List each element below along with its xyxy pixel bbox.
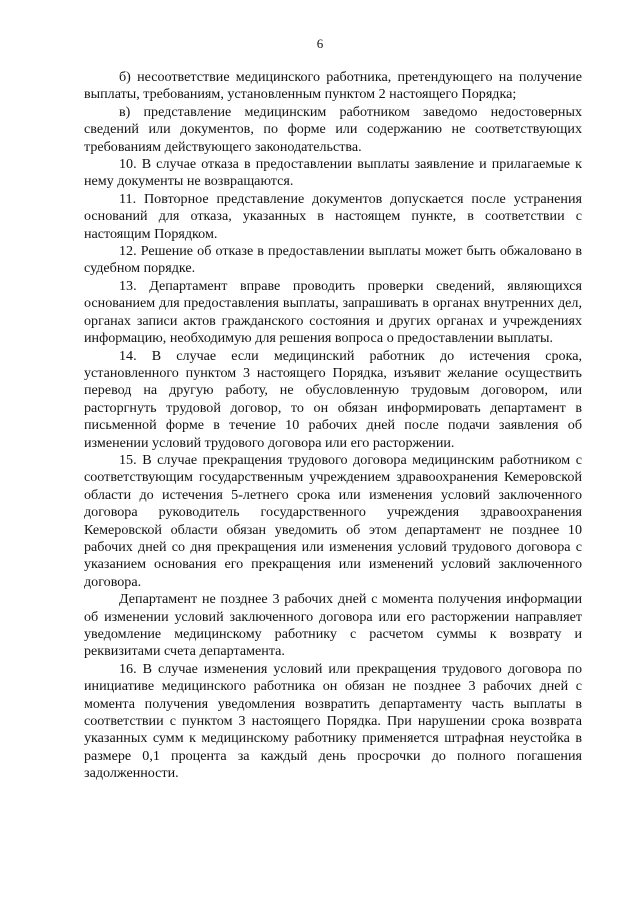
paragraph-11: 11. Повторное представление документов допускается после устранения оснований для отказа, указанных в настоящем пункте, в соответствии с настоящим Порядком. [84, 190, 582, 242]
paragraph-9b: б) несоответствие медицинского работника, претендующего на получение выплаты, требованиям, установленным пунктом 2 настоящего Порядка; [84, 69, 582, 103]
paragraph-9v: в) представление медицинским работником заведомо недостоверных сведений или документов, по форме или содержанию не соответствующих требованиям действующего законодательства. [84, 103, 582, 155]
page-number: 6 [316, 36, 324, 51]
document-body [84, 69, 582, 783]
paragraph-15-continued: Департамент не позднее 3 рабочих дней с момента получения информации об изменении условий заключенного договора или его расторжении направляет уведомление медицинскому работнику с расчетом суммы к возврату и реквизитами счета департамента. [84, 591, 582, 660]
paragraph-16: 16. В случае изменения условий или прекращения трудового договора по инициативе медицинского работника он обязан не позднее 3 рабочих дней с момента получения уведомления возвратить департаменту часть выплаты в соответствии с пунктом 3 настоящего Порядка. При нарушении срока возврата указанных сумм к медицинскому работнику применяется штрафная неустойка в размере 0,1 процента за каждый день просрочки до полного погашения задолженности. [84, 660, 582, 782]
paragraph-15: 15. В случае прекращения трудового договора медицинским работником с соответствующим государственным учреждением здравоохранения Кемеровской области до истечения 5-летнего срока или изменения условий заключенного договора руководитель государственного учреждения здравоохранения Кемеровской области обязан уведомить об этом департамент не позднее 10 рабочих дней со дня прекращения или изменения условий трудового договора с указанием основания его прекращения или изменений условий заключенного договора. [84, 451, 582, 590]
paragraph-14: 14. В случае если медицинский работник до истечения срока, установленного пунктом 3 настоящего Порядка, изъявит желание осуществить перевод на другую работу, не обусловленную трудовым договором, или расторгнуть трудовой договор, то он обязан информировать департамент в письменной форме в течение 10 рабочих дней после подачи заявления об изменении условий трудового договора или его расторжении. [84, 347, 582, 451]
paragraph-12: 12. Решение об отказе в предоставлении выплаты может быть обжаловано в судебном порядке. [84, 243, 582, 277]
paragraph-10: 10. В случае отказа в предоставлении выплаты заявление и прилагаемые к нему документы не возвращаются. [84, 156, 582, 190]
paragraph-13: 13. Департамент вправе проводить проверки сведений, являющихся основанием для предоставления выплаты, запрашивать в органах внутренних дел, органах записи актов гражданского состояния и других органах и учреждениях информацию, необходимую для решения вопроса о предоставлении выплаты. [84, 277, 582, 347]
